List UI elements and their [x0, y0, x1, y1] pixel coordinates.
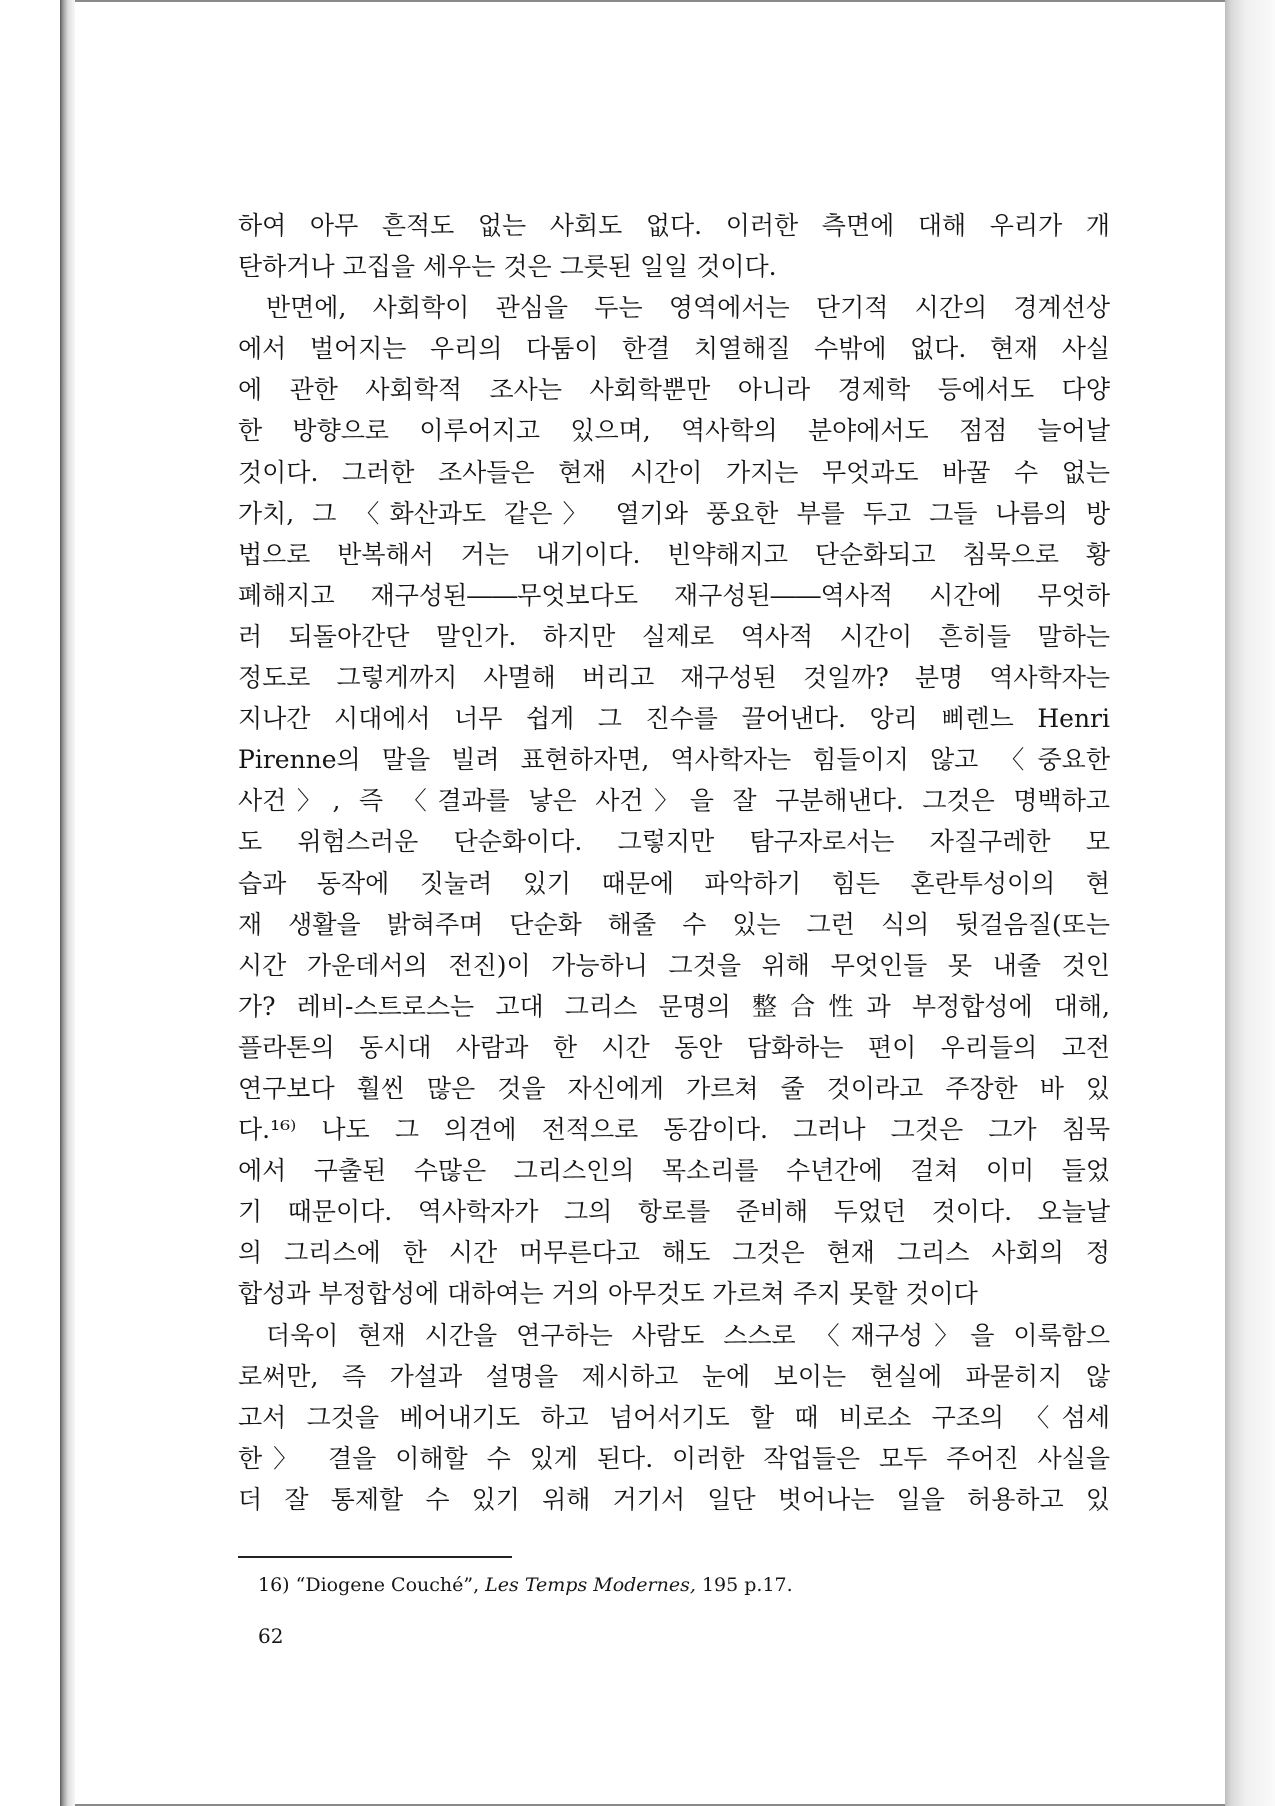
text-line: 사건〉, 즉 〈결과를 낳은 사건〉을 잘 구분해낸다. 그것은 명백하고 [238, 786, 1110, 816]
text-line: 폐해지고 재구성된――무엇보다도 재구성된――역사적 시간에 무엇하 [238, 580, 1110, 610]
text-line: 합성과 부정합성에 대하여는 거의 아무것도 가르쳐 주지 못할 것이다 [238, 1279, 978, 1309]
text-line: 고서 그것을 베어내기도 하고 넘어서기도 할 때 비로소 구조의 〈섬세 [238, 1402, 1110, 1432]
text-line: 재 생활을 밝혀주며 단순화 해줄 수 있는 그런 식의 뒷걸음질(또는 [238, 909, 1110, 939]
footnote-title: “Diogene Couché”, [295, 1574, 480, 1596]
text-line: 정도로 그렇게까지 사멸해 버리고 재구성된 것일까? 분명 역사학자는 [238, 663, 1110, 693]
text-line: 가? 레비-스트로스는 고대 그리스 문명의 整合性과 부정합성에 대해, [238, 991, 1110, 1021]
text-line: 로써만, 즉 가설과 설명을 제시하고 눈에 보이는 현실에 파묻히지 않 [238, 1361, 1110, 1391]
text-line: 에서 구출된 수많은 그리스인의 목소리를 수년간에 걸쳐 이미 들었 [238, 1156, 1110, 1186]
footnote [258, 1565, 793, 1605]
footnote-separator [238, 1556, 512, 1558]
text-line: 플라톤의 동시대 사람과 한 시간 동안 담화하는 편이 우리들의 고전 [238, 1032, 1110, 1062]
text-line: 시간 가운데서의 전진)이 가능하니 그것을 위해 무엇인들 못 내줄 것인 [238, 950, 1110, 980]
text-line: 한 방향으로 이루어지고 있으며, 역사학의 분야에서도 점점 늘어날 [238, 416, 1110, 446]
footnote-ref: 195 p.17. [701, 1574, 793, 1596]
text-line: 습과 동작에 짓눌려 있기 때문에 파악하기 힘든 혼란투성이의 현 [238, 868, 1110, 898]
footnote-number: 16) [258, 1574, 290, 1596]
text-line: 러 되돌아간단 말인가. 하지만 실제로 역사적 시간이 흔히들 말하는 [238, 621, 1110, 651]
text-line: 연구보다 훨씬 많은 것을 자신에게 가르쳐 줄 것이라고 주장한 바 있 [238, 1073, 1110, 1103]
text-line: 더욱이 현재 시간을 연구하는 사람도 스스로 〈재구성〉을 이룩함으 [266, 1320, 1110, 1350]
text-line: 것이다. 그러한 조사들은 현재 시간이 가지는 무엇과도 바꿀 수 없는 [238, 457, 1110, 487]
text-line: 하여 아무 흔적도 없는 사회도 없다. 이러한 측면에 대해 우리가 개 [238, 211, 1110, 240]
text-line: 탄하거나 고집을 세우는 것은 그릇된 일일 것이다. [238, 252, 777, 282]
page-edge-shadow [1225, 0, 1275, 1806]
text-line: 지나간 시대에서 너무 쉽게 그 진수를 끌어낸다. 앙리 삐렌느 Henri [238, 704, 1110, 734]
text-line: 에 관한 사회학적 조사는 사회학뿐만 아니라 경제학 등에서도 다양 [238, 375, 1110, 405]
text-line: 법으로 반복해서 거는 내기이다. 빈약해지고 단순화되고 침묵으로 황 [238, 539, 1110, 569]
text-line: 다.¹⁶⁾ 나도 그 의견에 전적으로 동감이다. 그러나 그것은 그가 침묵 [238, 1115, 1110, 1145]
text-line: 기 때문이다. 역사학자가 그의 항로를 준비해 두었던 것이다. 오늘날 [238, 1197, 1110, 1227]
footnote-journal: Les Temps Modernes, [485, 1574, 696, 1596]
page-number: 62 [258, 1624, 284, 1648]
text-line: 가치, 그 〈화산과도 같은〉 열기와 풍요한 부를 두고 그들 나름의 방 [238, 498, 1110, 528]
text-line: Pirenne의 말을 빌려 표현하자면, 역사학자는 힘들이지 않고 〈중요한 [238, 745, 1110, 775]
text-line: 한〉 결을 이해할 수 있게 된다. 이러한 작업들은 모두 주어진 사실을 [238, 1443, 1110, 1473]
text-line: 도 위험스러운 단순화이다. 그렇지만 탐구자로서는 자질구레한 모 [238, 827, 1110, 857]
text-line: 더 잘 통제할 수 있기 위해 거기서 일단 벗어나는 일을 허용하고 있 [238, 1484, 1110, 1514]
text-line: 의 그리스에 한 시간 머무른다고 해도 그것은 현재 그리스 사회의 정 [238, 1238, 1110, 1268]
body-text [238, 205, 1110, 1520]
text-line: 에서 벌어지는 우리의 다툼이 한결 치열해질 수밖에 없다. 현재 사실 [238, 334, 1110, 364]
text-line: 반면에, 사회학이 관심을 두는 영역에서는 단기적 시간의 경계선상 [266, 293, 1110, 323]
